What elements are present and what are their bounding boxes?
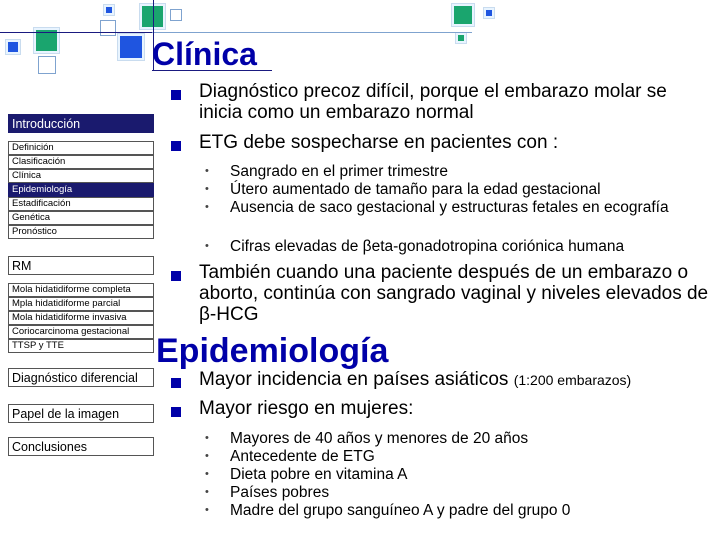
sidebar-item-rm[interactable]: RM [8, 256, 154, 275]
sidebar-item-mola-completa[interactable]: Mola hidatidiforme completa [8, 283, 154, 297]
epidemiologia-bullet-2: Mayor riesgo en mujeres: [199, 398, 414, 419]
bullet-square-icon [171, 407, 181, 417]
sidebar-item-genetica[interactable]: Genética [8, 211, 154, 225]
sidebar-item-diagnostico-diferencial[interactable]: Diagnóstico diferencial [8, 368, 154, 387]
clinica-sub-4: Cifras elevadas de βeta-gonadotropina coriónica humana [230, 238, 625, 255]
bullet-square-icon [171, 378, 181, 388]
epidemiologia-sub-3: Dieta pobre en vitamina A [230, 466, 408, 483]
page-title: Clínica [152, 36, 257, 72]
clinica-bullet-3: También cuando una paciente después de un embarazo o aborto, continúa con sangrado vaginal y niveles elevados de β-HCG [199, 262, 709, 325]
deco-line [152, 32, 472, 33]
clinica-bullet-1: Diagnóstico precoz difícil, porque el embarazo molar se inicia como un embarazo normal [199, 81, 667, 123]
sub-bullet-dot-icon: • [205, 468, 209, 480]
deco-square [452, 4, 474, 26]
clinica-bullet-2: ETG debe sospecharse en pacientes con : [199, 132, 559, 153]
deco-square [6, 40, 20, 54]
sub-bullet-dot-icon: • [205, 450, 209, 462]
sub-bullet-dot-icon: • [205, 432, 209, 444]
deco-square [104, 5, 114, 15]
sub-bullet-dot-icon: • [205, 504, 209, 516]
bullet-square-icon [171, 141, 181, 151]
clinica-sub-3: Ausencia de saco gestacional y estructuras fetales en ecografía [230, 199, 669, 216]
deco-square [100, 20, 116, 36]
deco-square [38, 56, 56, 74]
sub-bullet-dot-icon: • [205, 240, 209, 252]
sidebar-item-mola-parcial[interactable]: Mpla hidatidiforme parcial [8, 297, 154, 311]
sidebar-item-coriocarcinoma[interactable]: Coriocarcinoma gestacional [8, 325, 154, 339]
sidebar-item-conclusiones[interactable]: Conclusiones [8, 437, 154, 456]
clinica-sub-2: Útero aumentado de tamaño para la edad gestacional [230, 181, 601, 198]
epidemiologia-bullet-1-small: (1:200 embarazos) [513, 372, 632, 388]
sidebar-item-estadificacion[interactable]: Estadificación [8, 197, 154, 211]
sidebar-item-pronostico[interactable]: Pronóstico [8, 225, 154, 239]
epidemiologia-sub-5: Madre del grupo sanguíneo A y padre del grupo 0 [230, 502, 571, 519]
sidebar-item-clinica[interactable]: Clínica [8, 169, 154, 183]
sidebar-item-papel-imagen[interactable]: Papel de la imagen [8, 404, 154, 423]
sidebar-item-introduccion[interactable]: Introducción [8, 114, 154, 133]
sidebar-item-clasificacion[interactable]: Clasificación [8, 155, 154, 169]
sub-bullet-dot-icon: • [205, 486, 209, 498]
bullet-square-icon [171, 271, 181, 281]
epidemiologia-bullet-1 [199, 369, 719, 391]
epidemiologia-sub-1: Mayores de 40 años y menores de 20 años [230, 430, 529, 447]
sidebar-item-definicion[interactable]: Definición [8, 141, 154, 155]
deco-square [170, 9, 182, 21]
deco-square [118, 34, 144, 60]
sub-bullet-dot-icon: • [205, 183, 209, 195]
sub-bullet-dot-icon: • [205, 201, 209, 213]
deco-square [484, 8, 494, 18]
deco-line [0, 32, 152, 33]
deco-square [456, 33, 466, 43]
epidemiologia-sub-2: Antecedente de ETG [230, 448, 375, 465]
section-title: Epidemiología [156, 332, 389, 370]
sidebar-item-ttsp-tte[interactable]: TTSP y TTE [8, 339, 154, 353]
bullet-square-icon [171, 90, 181, 100]
sidebar-item-epidemiologia[interactable]: Epidemiología [8, 183, 154, 197]
sidebar-item-mola-invasiva[interactable]: Mola hidatidiforme invasiva [8, 311, 154, 325]
sub-bullet-dot-icon: • [205, 165, 209, 177]
clinica-sub-1: Sangrado en el primer trimestre [230, 163, 448, 180]
epidemiologia-bullet-1-main: Mayor incidencia en países asiáticos [199, 369, 509, 390]
epidemiologia-sub-4: Países pobres [230, 484, 330, 501]
